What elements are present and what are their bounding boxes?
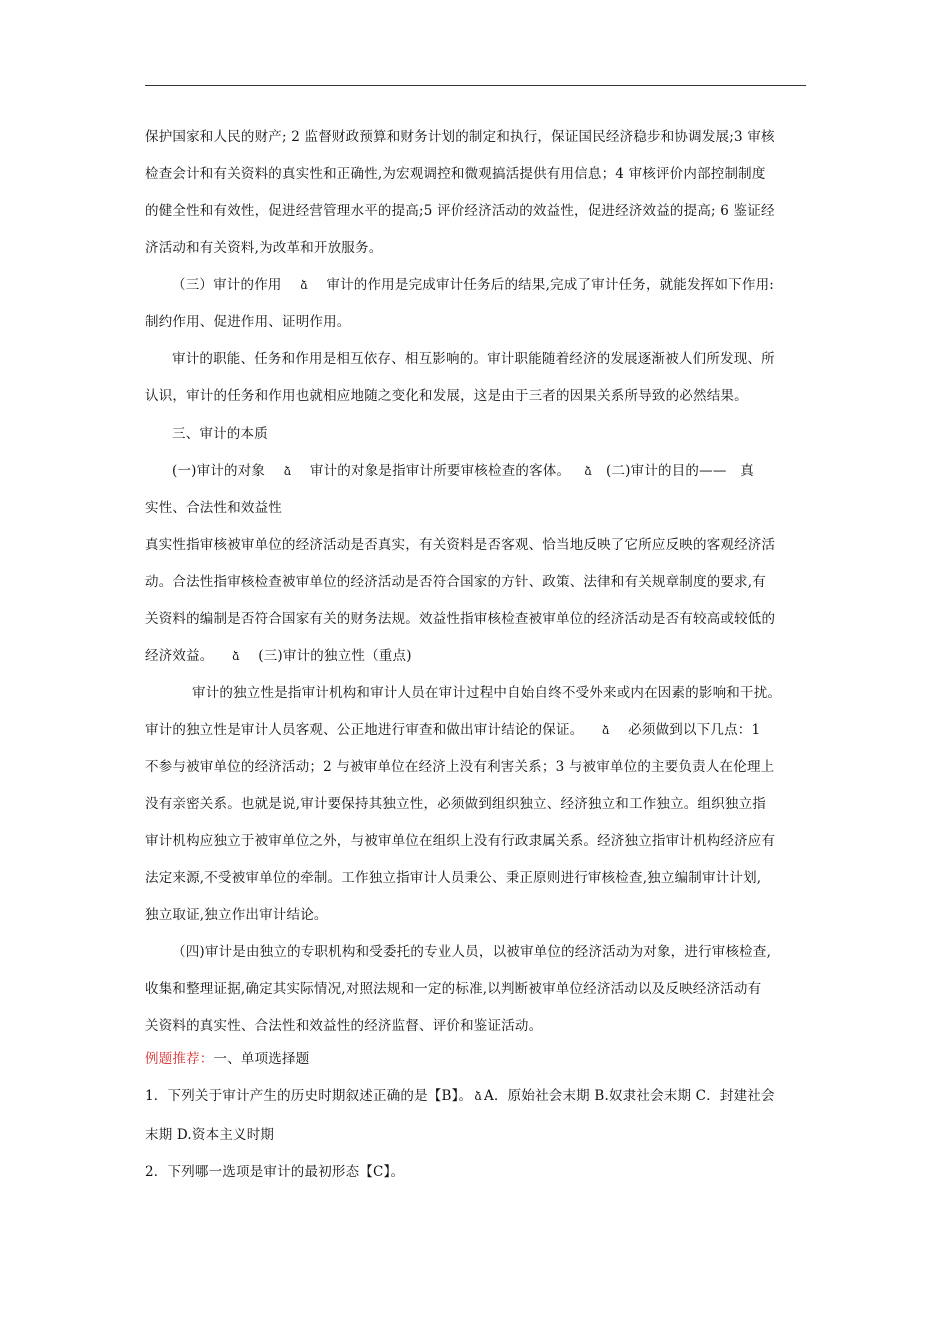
- bullet-mark-icon: ձ: [584, 464, 592, 478]
- role-heading: （三）审计的作用: [172, 277, 282, 293]
- paragraph-line: 没有亲密关系。也就是说,审计要保持其独立性，必须做到组织独立、经济独立和工作独立。组织独立指: [145, 796, 766, 812]
- paragraph-line: 末期 D.资本主义时期: [145, 1127, 275, 1143]
- paragraph-line: 审计的职能、任务和作用是相互依存、相互影响的。审计职能随着经济的发展逐渐被人们所发现、所: [172, 351, 775, 367]
- paragraph-line: 不参与被审单位的经济活动；2 与被审单位在经济上没有利害关系；3 与被审单位的主要负责人在伦理上: [145, 759, 775, 775]
- example-label: 例题推荐：: [145, 1051, 214, 1067]
- paragraph-line: 审计的独立性是指审计机构和审计人员在审计过程中自始自终不受外来或内在因素的影响和干扰。: [192, 685, 782, 701]
- bullet-mark-icon: ձ: [232, 649, 240, 663]
- bullet-mark-icon: ձ: [601, 723, 610, 737]
- bullet-mark-icon: ձ: [474, 1089, 483, 1103]
- paragraph-line: 真实性指审核被审单位的经济活动是否真实，有关资料是否客观、恰当地反映了它所应反映的客观经济活: [145, 537, 776, 553]
- paragraph-line: 关资料的真实性、合法性和效益性的经济监督、评价和鉴证活动。: [145, 1018, 543, 1034]
- bullet-mark-icon: ձ: [283, 464, 292, 478]
- example-line: [145, 1049, 815, 1069]
- section-heading: 三、审计的本质: [172, 426, 268, 442]
- independence-heading: (三)审计的独立性（重点): [258, 648, 412, 664]
- example-heading: 一、单项选择题: [213, 1051, 310, 1067]
- header-rule: [145, 85, 806, 86]
- paragraph-line: 济活动和有关资料,为改革和开放服务。: [145, 240, 383, 256]
- role-text: 审计的作用是完成审计任务后的结果,完成了审计任务，就能发挥如下作用:: [326, 277, 775, 293]
- paragraph-line: 独立取证,独立作出审计结论。: [145, 907, 328, 923]
- must-line: [145, 720, 815, 740]
- paragraph-line: 关资料的编制是否符合国家有关的财务法规。效益性指审核检查被审单位的经济活动是否有较高或较低的: [145, 611, 776, 627]
- paragraph-line: 的健全性和有效性，促进经营管理水平的提高;5 评价经济活动的效益性，促进经济效益的提高; 6 鉴证经: [145, 203, 775, 219]
- paragraph-line: 收集和整理证据,确定其实际情况,对照法规和一定的标准,以判断被审单位经济活动以及反映经济活动有: [145, 981, 762, 997]
- question-1-stem: 1．下列关于审计产生的历史时期叙述正确的是【B】。: [145, 1088, 473, 1104]
- benefit-line: [145, 646, 815, 666]
- paragraph-line: 动。合法性指审核检查被审单位的经济活动是否符合国家的方针、政策、法律和有关规章制度的要求,有: [145, 574, 766, 590]
- question-1: [145, 1086, 815, 1106]
- paragraph-line: 法定来源,不受被审单位的牵制。工作独立指审计人员秉公、秉正原则进行审核检查,独立编制审计计划,: [145, 870, 762, 886]
- must-points: 必须做到以下几点：1: [628, 722, 761, 738]
- purpose-heading: (二)审计的目的—— 真: [605, 463, 754, 479]
- paragraph-line: 实性、合法性和效益性: [145, 500, 282, 516]
- paragraph-line: 审计机构应独立于被审单位之外，与被审单位在组织上没有行政隶属关系。经济独立指审计机构经济应有: [145, 833, 776, 849]
- object-line: [172, 461, 842, 481]
- role-line: [172, 275, 842, 295]
- object-heading: (一)审计的对象: [172, 463, 266, 479]
- paragraph-line: 检查会计和有关资料的真实性和正确性,为宏观调控和微观搞活提供有用信息；4 审核评价内部控制制度: [145, 166, 766, 182]
- question-1-options: A．原始社会末期 B.奴隶社会末期 C．封建社会: [484, 1088, 775, 1104]
- must-text: 审计的独立性是审计人员客观、公正地进行审查和做出审计结论的保证。: [145, 722, 584, 738]
- object-text: 审计的对象是指审计所要审核检查的客体。: [309, 463, 571, 479]
- question-2: 2．下列哪一选项是审计的最初形态【C】。: [145, 1164, 405, 1180]
- bullet-mark-icon: ձ: [300, 278, 308, 292]
- paragraph-line: 认识，审计的任务和作用也就相应地随之变化和发展，这是由于三者的因果关系所导致的必然结果。: [145, 388, 748, 404]
- paragraph-line: （四)审计是由独立的专职机构和受委托的专业人员，以被审单位的经济活动为对象，进行审核检查,: [172, 944, 772, 960]
- benefit-text: 经济效益。: [145, 648, 214, 664]
- paragraph-line: 保护国家和人民的财产; 2 监督财政预算和财务计划的制定和执行，保证国民经济稳步和协调发展;3 审核: [145, 129, 775, 145]
- paragraph-line: 制约作用、促进作用、证明作用。: [145, 314, 351, 330]
